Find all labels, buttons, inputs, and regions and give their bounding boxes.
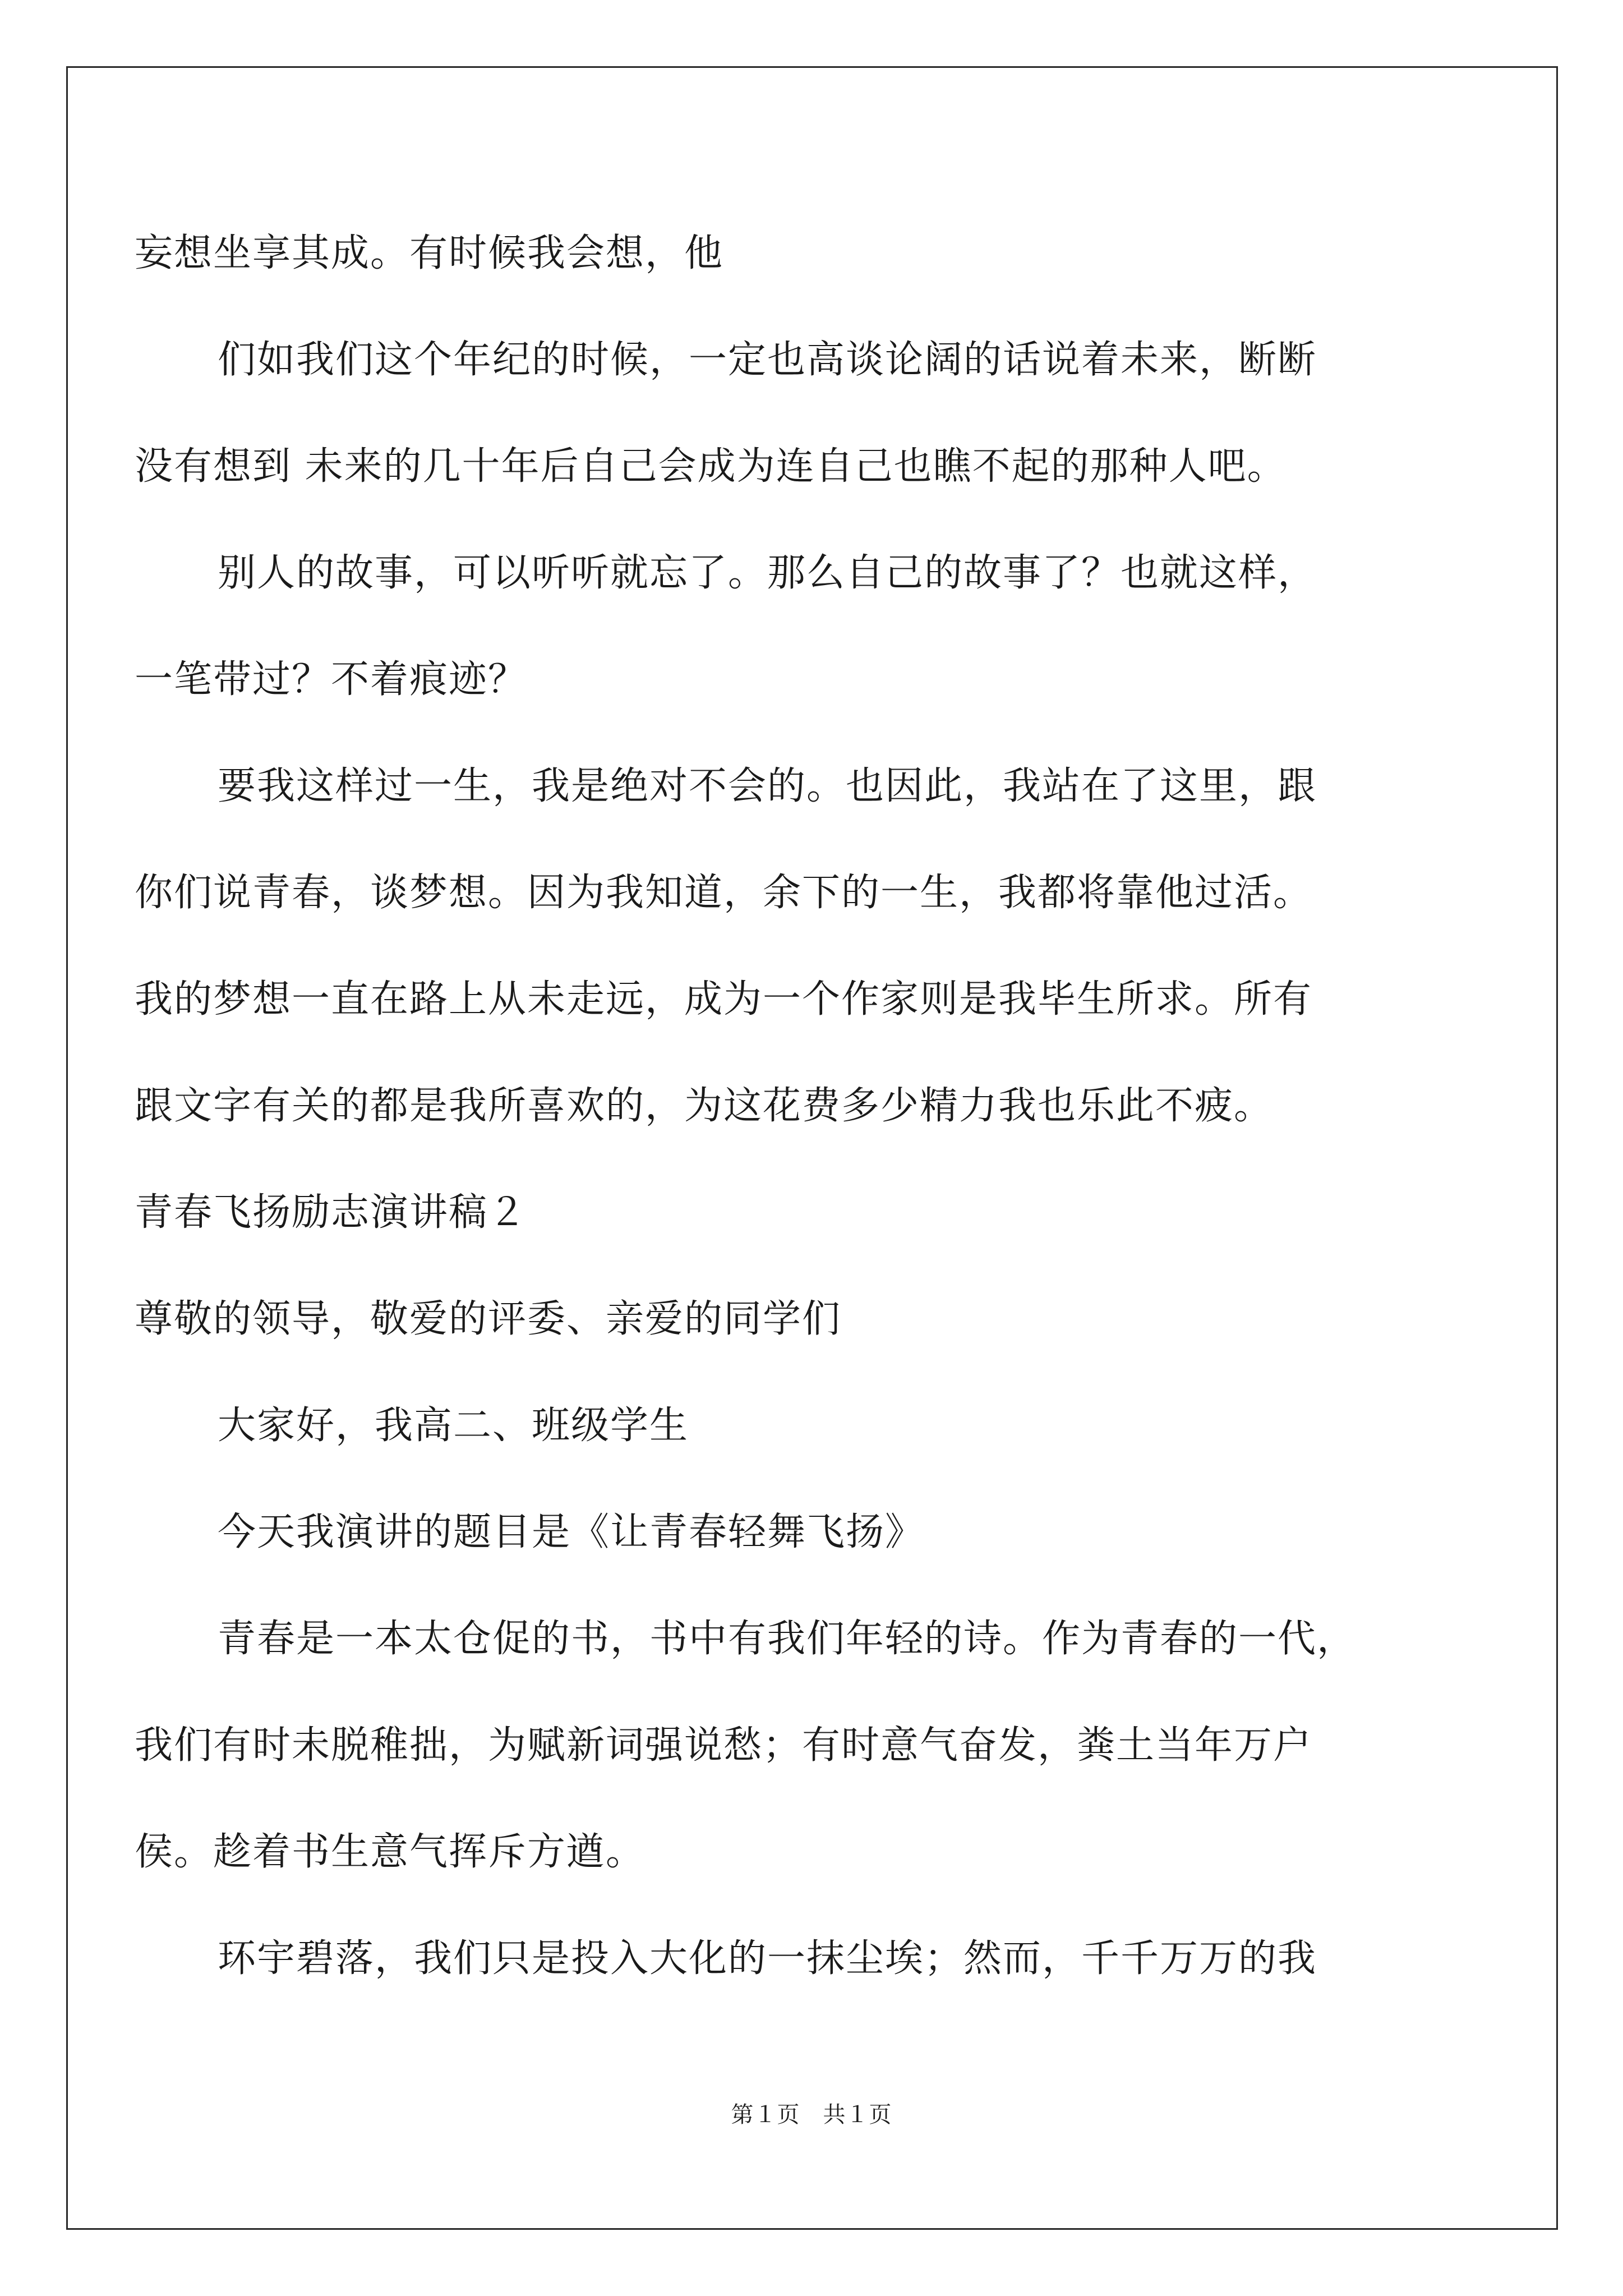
section-heading: 青春飞扬励志演讲稿２ [135, 1190, 528, 1235]
text-line: 没有想到 未来的几十年后自己会成为连自己也瞧不起的那种人吧。 [135, 444, 1287, 489]
text-line: 们如我们这个年纪的时候，一定也高谈论阔的话说着未来，断断 [218, 338, 1317, 382]
text-line: 大家好，我高二、班级学生 [218, 1404, 689, 1448]
text-line: 别人的故事，可以听听就忘了。那么自己的故事了？也就这样， [218, 551, 1317, 595]
text-line: 妄想坐享其成。有时候我会想，他 [135, 231, 724, 275]
text-line: 环宇碧落，我们只是投入大化的一抹尘埃；然而，千千万万的我 [218, 1936, 1317, 1981]
text-line: 青春是一本太仓促的书，书中有我们年轻的诗。作为青春的一代， [218, 1617, 1357, 1661]
text-line: 尊敬的领导，敬爱的评委、亲爱的同学们 [135, 1297, 842, 1341]
page-number-footer: 第１页 共１页 [731, 2102, 892, 2128]
text-line: 我们有时未脱稚拙，为赋新词强说愁；有时意气奋发，粪土当年万户 [135, 1723, 1313, 1768]
text-line: 侯。趁着书生意气挥斥方遒。 [135, 1830, 645, 1874]
text-line: 你们说青春，谈梦想。因为我知道，余下的一生，我都将靠他过活。 [135, 871, 1313, 915]
text-line: 跟文字有关的都是我所喜欢的，为这花费多少精力我也乐此不疲。 [135, 1084, 1274, 1128]
page-frame [66, 66, 1558, 2230]
text-line: 一笔带过？不着痕迹？ [135, 657, 528, 702]
text-line: 要我这样过一生，我是绝对不会的。也因此，我站在了这里，跟 [218, 764, 1317, 808]
text-line: 我的梦想一直在路上从未走远，成为一个作家则是我毕生所求。所有 [135, 977, 1313, 1022]
text-line: 今天我演讲的题目是《让青春轻舞飞扬》 [218, 1510, 925, 1554]
